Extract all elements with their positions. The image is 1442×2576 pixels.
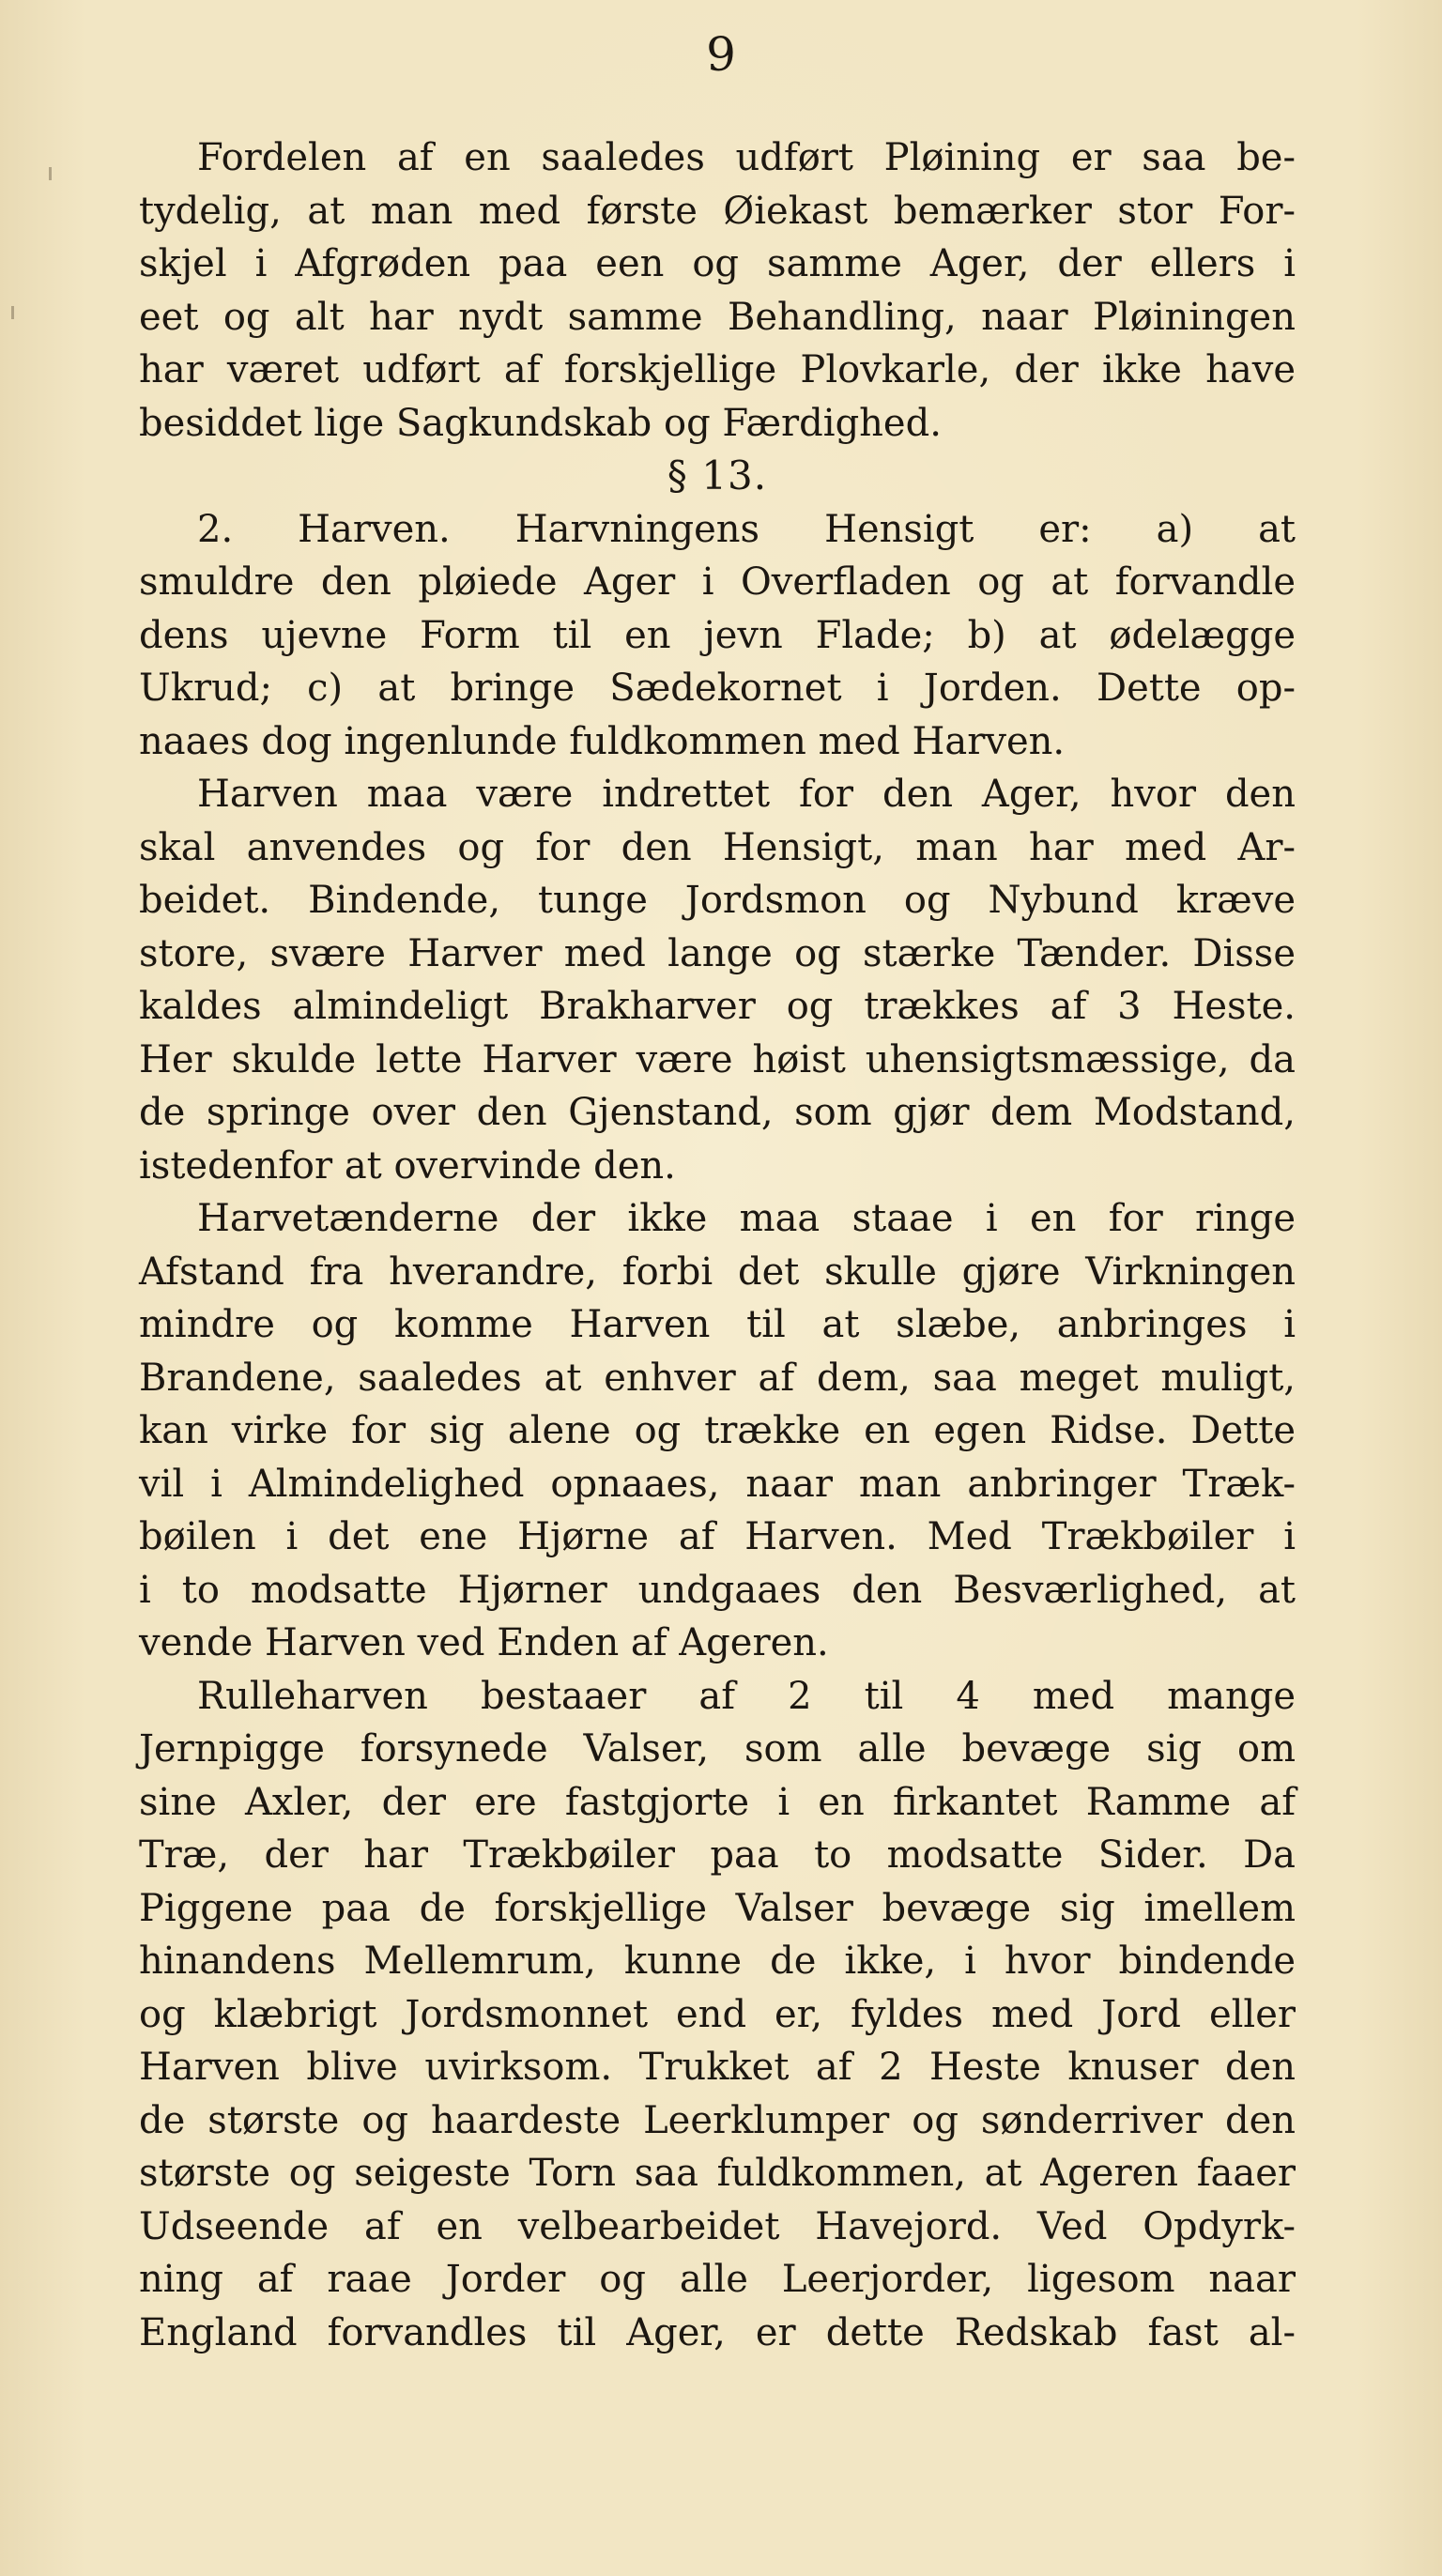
text-line: vil i Almindelighed opnaaes, naar man anbringer Træk- bbox=[139, 1462, 1296, 1506]
text-line: Brandene, saaledes at enhver af dem, saa meget muligt, bbox=[139, 1356, 1296, 1400]
text-line: mindre og komme Harven til at slæbe, anbringes i bbox=[139, 1303, 1296, 1346]
text-line: eet og alt har nydt samme Behandling, naar Pløiningen bbox=[139, 295, 1296, 339]
text-line: vende Harven ved Enden af Ageren. bbox=[139, 1621, 829, 1664]
text-line: kaldes almindeligt Brakharver og trækkes af 3 Heste. bbox=[139, 985, 1296, 1028]
text-line: Harven blive uvirksom. Trukket af 2 Heste knuser den bbox=[139, 2046, 1296, 2089]
text-line: Rulleharven bestaaer af 2 til 4 med mange bbox=[197, 1674, 1296, 1718]
text-line: Ukrud; c) at bringe Sædekornet i Jorden. Dette op- bbox=[139, 667, 1296, 710]
text-line: England forvandles til Ager, er dette Redskab fast al- bbox=[139, 2310, 1296, 2354]
text-line: beidet. Bindende, tunge Jordsmon og Nybund kræve bbox=[139, 879, 1296, 922]
text-line: Harven maa være indrettet for den Ager, hvor den bbox=[197, 773, 1296, 816]
text-line: ning af raae Jorder og alle Leerjorder, ligesom naar bbox=[139, 2258, 1296, 2301]
text-line: kan virke for sig alene og trække en egen Ridse. Dette bbox=[139, 1409, 1296, 1452]
text-line: Her skulde lette Harver være høist uhensigtsmæssige, da bbox=[139, 1037, 1296, 1081]
text-line: har været udført af forskjellige Plovkarle, der ikke have bbox=[139, 348, 1296, 391]
text-line: skjel i Afgrøden paa een og samme Ager, der ellers i bbox=[139, 242, 1296, 285]
body-text bbox=[139, 131, 1296, 2359]
section-heading: § 13. bbox=[667, 452, 768, 498]
text-line: og klæbrigt Jordsmonnet end er, fyldes med Jord eller bbox=[139, 1992, 1296, 2036]
text-line: store, svære Harver med lange og stærke Tænder. Disse bbox=[139, 931, 1296, 975]
text-line: naaes dog ingenlunde fuldkommen med Harven. bbox=[139, 719, 1066, 763]
text-line: Afstand fra hverandre, forbi det skulle gjøre Virkningen bbox=[139, 1250, 1296, 1294]
text-line: istedenfor at overvinde den. bbox=[139, 1143, 676, 1188]
text-line: Jernpigge forsynede Valser, som alle bevæge sig om bbox=[139, 1727, 1296, 1771]
text-line: i to modsatte Hjørner undgaaes den Besværlighed, at bbox=[139, 1568, 1296, 1612]
text-line: smuldre den pløiede Ager i Overfladen og at forvandle bbox=[139, 560, 1296, 604]
text-line: de største og haardeste Leerklumper og sønderriver den bbox=[139, 2098, 1296, 2142]
text-line: Udseende af en velbearbeidet Havejord. Ved Opdyrk- bbox=[139, 2204, 1296, 2248]
margin-mark bbox=[49, 167, 52, 180]
page-number: 9 bbox=[706, 27, 736, 82]
text-line: 2. Harven. Harvningens Hensigt er: a) at bbox=[197, 507, 1296, 551]
text-line: bøilen i det ene Hjørne af Harven. Med Trækbøiler i bbox=[139, 1515, 1296, 1558]
text-line: dens ujevne Form til en jevn Flade; b) at ødelægge bbox=[139, 613, 1296, 657]
margin-mark bbox=[11, 306, 14, 319]
text-line: Harvetænderne der ikke maa staae i en for ringe bbox=[197, 1197, 1296, 1240]
text-line: besiddet lige Sagkundskab og Færdighed. bbox=[139, 401, 942, 445]
text-line: skal anvendes og for den Hensigt, man har med Ar- bbox=[139, 825, 1296, 869]
text-line: tydelig, at man med første Øiekast bemærker stor For- bbox=[139, 189, 1296, 233]
text-line: hinandens Mellemrum, kunne de ikke, i hvor bindende bbox=[139, 1940, 1296, 1983]
text-line: største og seigeste Torn saa fuldkommen, at Ageren faaer bbox=[139, 2152, 1296, 2195]
text-line: Træ, der har Trækbøiler paa to modsatte Sider. Da bbox=[139, 1833, 1296, 1877]
text-line: Piggene paa de forskjellige Valser bevæge sig imellem bbox=[139, 1886, 1296, 1930]
text-line: Fordelen af en saaledes udført Pløining er saa be- bbox=[197, 136, 1296, 179]
text-line: de springe over den Gjenstand, som gjør dem Modstand, bbox=[139, 1091, 1296, 1134]
text-line: sine Axler, der ere fastgjorte i en firkantet Ramme af bbox=[139, 1780, 1296, 1824]
